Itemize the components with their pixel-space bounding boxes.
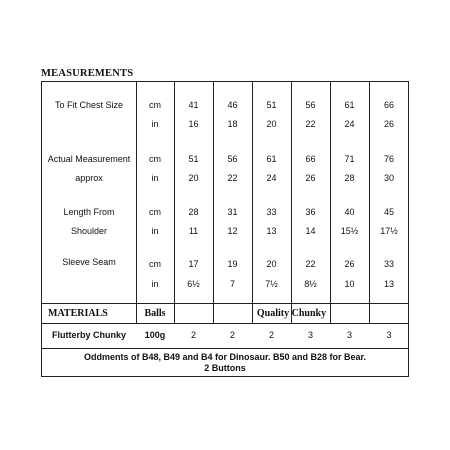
yarn-name: Flutterby Chunky [51,330,126,340]
ball-count: 3 [386,330,392,340]
measurement-label: Length From [63,207,115,217]
table-cell: 16 [188,119,199,129]
table-cell: 76 [383,154,394,164]
unit-label: cm [149,154,161,164]
footer-note: 2 Buttons [204,363,246,373]
table-cell: 66 [383,100,394,110]
table-cell: 11 [188,226,199,236]
table-cell: 61 [344,100,355,110]
table-cell: 24 [344,119,355,129]
table-cell: 20 [266,119,277,129]
table-cell: 19 [227,259,238,269]
materials-header: MATERIALS [48,308,108,319]
table-cell: 26 [383,119,394,129]
table-cell: 14 [305,226,316,236]
table-cell: 71 [344,154,355,164]
table-cell: 30 [383,173,394,183]
table-cell: 66 [305,154,316,164]
table-divider [41,303,409,304]
table-cell: 22 [305,119,316,129]
ball-count: 2 [229,330,235,340]
unit-label: in [151,279,159,289]
table-cell: 56 [227,154,238,164]
table-divider [41,323,409,324]
measurement-label: Actual Measurement [47,154,131,164]
table-cell: 33 [383,259,394,269]
table-cell: 51 [266,100,277,110]
footer-note: Oddments of B48, B49 and B4 for Dinosaur. B50 and B28 for Bear. [83,352,367,362]
table-cell: 28 [188,207,199,217]
measurement-label: approx [75,173,103,183]
quality-header: Quality Chunky [256,308,327,319]
table-cell: 26 [344,259,355,269]
table-cell: 24 [266,173,277,183]
balls-header: Balls [144,308,166,319]
table-cell: 12 [227,226,238,236]
unit-label: cm [149,100,161,110]
table-cell: 56 [305,100,316,110]
table-cell: 15½ [340,226,359,236]
table-cell: 41 [188,100,199,110]
table-cell: 26 [305,173,316,183]
table-cell: 36 [305,207,316,217]
measurement-label: To Fit Chest Size [54,100,124,110]
table-cell: 7 [229,279,235,289]
ball-count: 3 [307,330,313,340]
table-divider [41,348,409,349]
unit-label: cm [149,259,161,269]
table-cell: 17½ [380,226,398,236]
table-cell: 13 [266,226,277,236]
measurement-label: Shoulder [70,226,108,236]
ball-count: 3 [346,330,352,340]
unit-label: in [151,226,159,236]
table-cell: 61 [266,154,277,164]
table-cell: 10 [344,279,355,289]
table-cell: 28 [344,173,355,183]
ball-count: 2 [190,330,196,340]
measurement-label: Sleeve Seam [62,257,116,267]
table-cell: 51 [188,154,199,164]
table-cell: 33 [266,207,277,217]
table-cell: 7½ [265,279,278,289]
table-cell: 46 [227,100,238,110]
unit-label: in [151,119,159,129]
table-cell: 13 [383,279,394,289]
table-cell: 8½ [304,279,317,289]
yarn-weight: 100g [144,330,166,340]
table-cell: 31 [227,207,238,217]
table-cell: 22 [305,259,316,269]
table-cell: 17 [188,259,199,269]
table-cell: 18 [227,119,238,129]
section-title-measurements: MEASUREMENTS [41,68,134,79]
unit-label: in [151,173,159,183]
table-cell: 6½ [187,279,200,289]
table-cell: 40 [344,207,355,217]
unit-label: cm [149,207,161,217]
table-cell: 45 [383,207,394,217]
table-cell: 22 [227,173,238,183]
ball-count: 2 [268,330,274,340]
table-cell: 20 [188,173,199,183]
table-cell: 20 [266,259,277,269]
